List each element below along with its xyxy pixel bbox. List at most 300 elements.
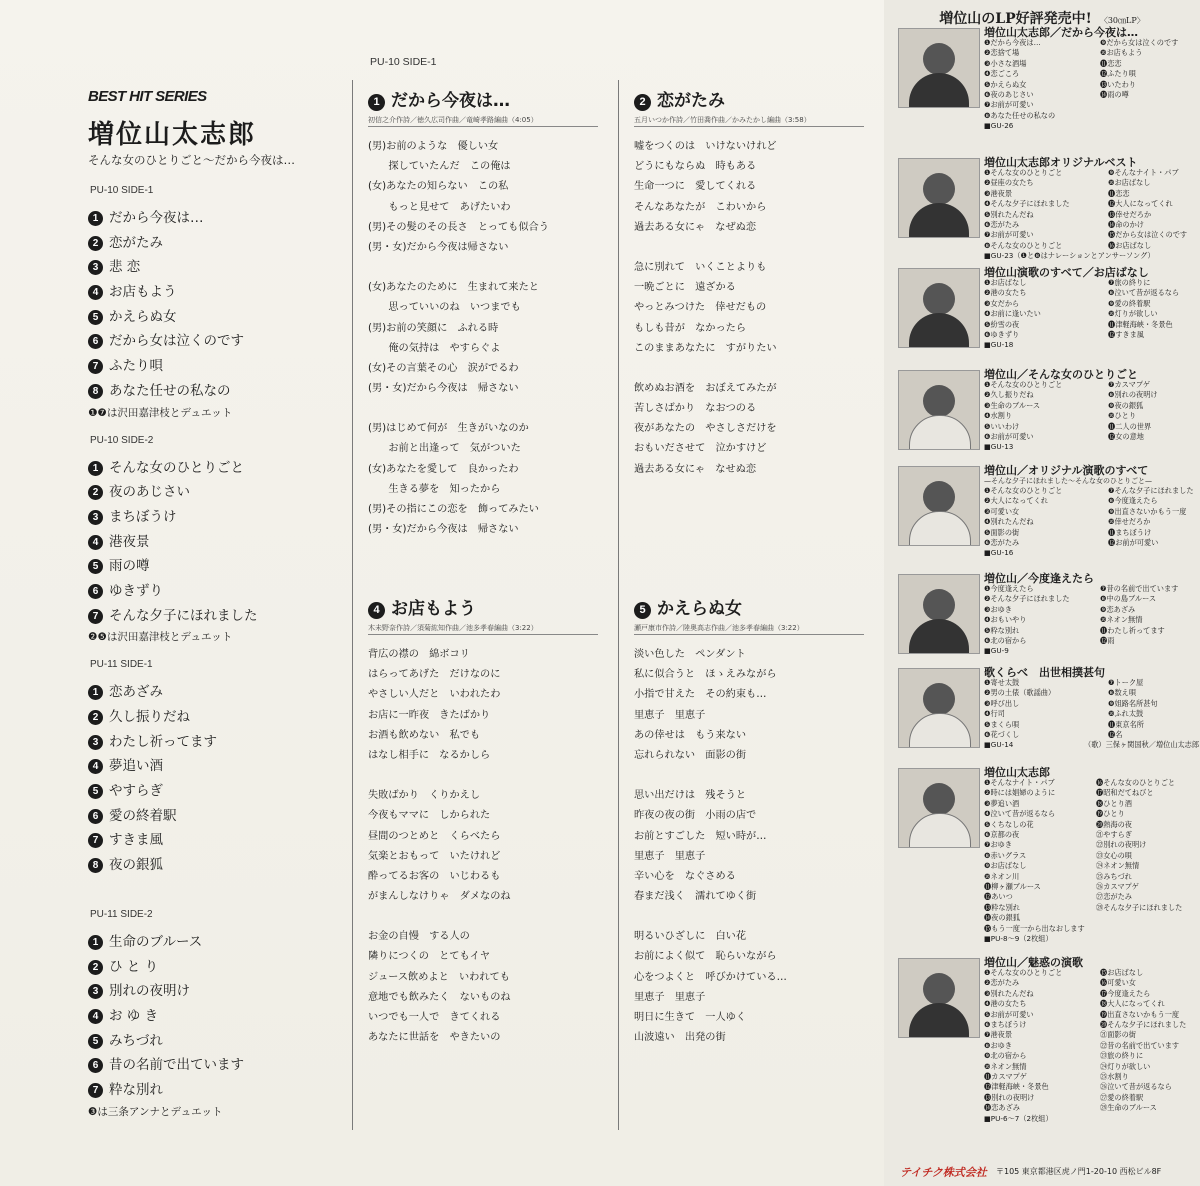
album-track: ❼お前が可愛い: [984, 230, 1034, 240]
lyric-line: 失敗ばかり くりかえし: [368, 790, 481, 802]
album-track: ❸女だから: [984, 298, 1020, 308]
side-heading: PU-10 SIDE-1: [90, 185, 154, 196]
album-track: ❼お前が可愛い: [984, 100, 1034, 110]
lyric-line: 嘘をつくのは いけないけれど: [634, 141, 777, 152]
tracklist: [88, 184, 338, 1133]
album-jacket-image: [898, 370, 980, 450]
lyric-line: 隣りにつくの とてもイヤ: [368, 951, 491, 963]
lyric-line: 探していたんだ この俺は: [368, 161, 511, 173]
album-catalog-number: ■GU-18: [984, 340, 1014, 350]
album-tracks-col: [984, 380, 1062, 442]
album-tracks-col: [984, 584, 1070, 646]
lyric-line: (女)あなたを愛して 良かったわ: [368, 463, 519, 475]
album-track: ❽赤いグラス: [984, 850, 1027, 860]
lyric-line: (女)その言葉その心 涙がでるわ: [368, 362, 519, 374]
track-item: [88, 779, 338, 804]
album-track: ❺面影の街: [984, 527, 1020, 537]
panel-size-note: 〈30㎝LP〉: [1099, 16, 1145, 25]
album-track: ⓳ひとり: [1096, 809, 1125, 819]
lyric-line: 明るいひざしに 白い花: [634, 931, 747, 943]
track-number-badge: 1: [88, 935, 103, 950]
album-track: ⓴熱海の夜: [1096, 819, 1132, 829]
track-number-badge: 5: [88, 559, 103, 574]
track-title: すきま風: [109, 832, 163, 849]
track-number-badge: 2: [88, 710, 103, 725]
album-track: ⓮夜の銀狐: [984, 913, 1020, 923]
album-catalog-number: ■GU-14: [984, 740, 1014, 750]
lyric-block: [368, 88, 598, 540]
album-track: ❻京都の夜: [984, 830, 1020, 840]
stanza-gap: [634, 766, 864, 786]
duet-note: ❸は三条アンナとデュエット: [88, 1105, 223, 1118]
album-tracks-col: [984, 168, 1070, 251]
track-number-badge: 7: [88, 833, 103, 848]
album-track: ❸可愛い女: [984, 506, 1020, 516]
lyric-line: (男)お前のような 優しい女: [368, 141, 499, 152]
track-title: ふたり唄: [109, 358, 163, 375]
album-track: ㉒昔の名前で出ています: [1100, 1040, 1180, 1050]
album-track: ⓭いたわり: [1100, 79, 1136, 89]
track-number-badge: 5: [88, 310, 103, 325]
album-track: ❻ゆきずり: [984, 330, 1020, 340]
track-number-badge: 6: [88, 809, 103, 824]
album-catalog-number: ■PU-6〜7（2枚組）: [984, 1113, 1053, 1123]
album-track: ⓲ひとり酒: [1096, 798, 1132, 808]
album-track: ⓫恋恋: [1100, 58, 1122, 68]
album-title: 増位山太志郎オリジナルベスト: [984, 156, 1138, 169]
track-number-badge: 4: [88, 535, 103, 550]
album-track: ⓫柳ヶ瀬ブルース: [984, 882, 1041, 892]
track-number-badge: 2: [88, 485, 103, 500]
track-title: 生命のブルース: [109, 933, 203, 950]
track-item: [88, 1004, 338, 1029]
album-track: ㉖泣いて昔が返るなら: [1100, 1082, 1172, 1092]
track-number-badge: 1: [88, 461, 103, 476]
stanza-gap: [368, 907, 598, 927]
album-track: ❻北の宿から: [984, 636, 1027, 646]
track-item: [88, 231, 338, 256]
jacket-figure: [909, 619, 969, 654]
album-track: ❿ひとり: [1108, 411, 1137, 421]
lyric-line: 気楽とおもって いたけれど: [368, 850, 501, 862]
album-catalog-number: ■PU-8〜9（2枚組）: [984, 934, 1053, 943]
track-title: 夜のあじさい: [109, 484, 190, 501]
album-track: ❼そんな夕子にほれました: [1108, 486, 1194, 495]
jacket-figure: [909, 313, 969, 348]
lyric-line: 昨夜の夜の街 小雨の店で: [634, 810, 757, 822]
track-title: お ゆ き: [109, 1007, 159, 1024]
song-title-text: 恋がたみ: [657, 91, 725, 111]
track-title: あなた任せの私なの: [109, 382, 231, 399]
jacket-portrait: [923, 481, 955, 513]
jacket-figure: [909, 511, 971, 546]
song-title-text: お店もよう: [391, 599, 476, 619]
track-number-badge: 7: [88, 1083, 103, 1098]
track-item: [88, 680, 338, 705]
album-track: ❾愛の終着駅: [1108, 298, 1151, 308]
label-logo: テイチク株式会社: [900, 1167, 987, 1179]
track-number-badge: 4: [88, 1009, 103, 1024]
album-track: ❺別れたんだね: [984, 209, 1034, 219]
album-subtitle: —そんな夕子にほれました〜そんな女のひとりごと—: [984, 477, 1152, 485]
album-track: ❿倖せだろか: [1108, 517, 1151, 527]
album-track: ❶そんな女のひとりごと: [984, 380, 1063, 389]
album-track: ❼カスマプゲ: [1108, 380, 1151, 389]
album-track: ❺かえらぬ女: [984, 79, 1027, 89]
lyric-line: 過去ある女にゃ なせぬ恋: [634, 463, 757, 475]
lyric-line: おもいださせて 泣かすけど: [634, 443, 767, 455]
album-track: ❶そんなナイト・パブ: [984, 778, 1055, 787]
track-item: [88, 456, 338, 481]
lyric-line: どうにもならぬ 時もある: [634, 161, 757, 173]
duet-note: ❷❺は沢田嘉津枝とデュエット: [88, 631, 233, 644]
track-item: [88, 206, 338, 231]
track-number-badge: 6: [88, 584, 103, 599]
track-number-badge: 2: [88, 960, 103, 975]
album-track: ⓰そんな女のひとりごと: [1096, 778, 1176, 787]
track-title: 昔の名前で出ています: [109, 1057, 244, 1074]
album-tracks-col: [984, 486, 1062, 548]
lyric-line: 山波遠い 出発の街: [634, 1032, 726, 1044]
album-tracks-col: [1108, 486, 1194, 548]
album-track: ❻恋がたみ: [984, 538, 1020, 548]
album-tracks-col: [1100, 584, 1178, 646]
track-number-badge: 4: [88, 759, 103, 774]
album-track: ❺いいわけ: [984, 421, 1020, 431]
panel-heading-text: 増位山のLP好評発売中!: [939, 11, 1092, 27]
jacket-figure: [909, 713, 971, 748]
track-number-badge: 5: [88, 784, 103, 799]
lyric-line: 春まだ浅く 濡れてゆく街: [634, 891, 757, 903]
jacket-figure: [909, 203, 969, 238]
album-track: ⓬名: [1108, 730, 1123, 740]
album-tracks-col: [984, 38, 1055, 121]
lyric-line: (男)その指にこの恋を 飾ってみたい: [368, 504, 539, 515]
lyrics-side-label: PU-10 SIDE-1: [370, 56, 437, 68]
album-jacket-image: [898, 268, 980, 348]
album-track: ❷そんな夕子にほれました: [984, 594, 1070, 604]
jacket-portrait: [923, 683, 955, 715]
album-track: ❸生命のブルース: [984, 400, 1041, 410]
album-track: ㉕水割り: [1100, 1072, 1129, 1082]
track-title: 恋がたみ: [109, 234, 163, 251]
album-track: ❺紛雪の夜: [984, 319, 1020, 329]
album-track: ⓬雨: [1100, 636, 1115, 646]
album-track: ❺くちなしの花: [984, 819, 1034, 829]
album-track: ❶そんな女のひとりごと: [984, 168, 1063, 177]
lyric-line: 里恵子 里恵子: [634, 850, 706, 862]
album-track: ㉑面影の街: [1100, 1030, 1136, 1040]
album-track: ⓬大人になってくれ: [1108, 199, 1173, 209]
lyric-line: 生命一つに 愛してくれる: [634, 181, 757, 193]
album-jacket-image: [898, 28, 980, 108]
album-track: ⓯お店ばなし: [1100, 968, 1144, 977]
lyric-line: (男)はじめて何が 生きがいなのか: [368, 423, 529, 435]
duet-note: ❶❼は沢田嘉津枝とデュエット: [88, 406, 233, 419]
column-divider: [352, 80, 353, 1130]
album-title: 増位山／今度逢えたら: [984, 572, 1094, 585]
album-tracks-col: [1100, 38, 1178, 100]
track-item: [88, 828, 338, 853]
album-track: ❷恋がたみ: [984, 978, 1020, 988]
track-title: ひ と り: [109, 958, 159, 975]
album-track: ❶寄せ太鼓: [984, 678, 1020, 687]
side-heading: PU-11 SIDE-2: [90, 908, 153, 920]
song-credit: 木未野奈作詩／須菊紘知作曲／池多孝春編曲（3:22）: [368, 622, 598, 635]
album-track: ⓮雨の噂: [1100, 90, 1129, 100]
album-track: ❸港夜景: [984, 188, 1013, 198]
album-track: ❶だから今夜は…: [984, 38, 1041, 47]
album-track: ❿ネオン無情: [1100, 615, 1143, 625]
song-title: [368, 88, 598, 114]
stanza-gap: [368, 766, 598, 786]
album-track: ㉔ネオン無情: [1096, 861, 1140, 871]
album-catalog-number: ■GU-23（❶と❽はナレーションとアンサーソング）: [984, 251, 1155, 261]
track-number-badge: 2: [88, 236, 103, 251]
lyric-line: やっとみつけた 倖せだもの: [634, 302, 767, 314]
stanza-gap: [634, 359, 864, 379]
album-track: ⓯だから女は泣くのです: [1108, 230, 1188, 240]
album-track: ❿灯りが欲しい: [1108, 309, 1158, 319]
track-number-badge: 3: [88, 735, 103, 750]
track-item: [88, 853, 338, 878]
album-track: ❸小さな酒場: [984, 58, 1027, 68]
song-title-text: だから今夜は…: [391, 91, 510, 111]
track-number-badge: 6: [88, 334, 103, 349]
album-track: ⓬あいつ: [984, 892, 1013, 902]
album-track: ❽おゆき: [984, 1040, 1013, 1050]
stanza-gap: [634, 907, 864, 927]
jacket-figure: [909, 415, 971, 450]
track-title: 久し振りだね: [109, 709, 190, 725]
album-track: ❿ネオン川: [984, 871, 1020, 881]
album-tracks-col: [1100, 968, 1186, 1114]
lyric-line: お金の自慢 する人の: [368, 931, 470, 943]
album-track: ⓯もう一度一から出なおします: [984, 923, 1085, 933]
album-track: ❸おゆき: [984, 604, 1013, 614]
track-item: [88, 280, 338, 305]
album-track: ❹別れたんだね: [984, 517, 1034, 527]
side-heading: PU-11 SIDE-1: [90, 659, 153, 671]
album-track: ❽今度逢えたら: [1108, 496, 1158, 506]
album-track: ❷恋捨て場: [984, 48, 1020, 58]
album-track: ㉕みちづれ: [1096, 871, 1132, 881]
lyric-line: 酔ってるお客の いじわるも: [368, 870, 501, 882]
song-title: [634, 88, 864, 114]
album-track: ㉓女心の唄: [1096, 850, 1132, 860]
lyric-line: はらってあげた だけなのに: [368, 669, 501, 681]
lyric-line: はなし相手に なるかしら: [368, 749, 491, 761]
lyric-line: (男)お前の笑顔に ふれる時: [368, 322, 499, 334]
song-credit: 初信之介作詩／徳久広司作曲／竜崎孝路編曲（4:05）: [368, 114, 598, 127]
track-title: みちづれ: [109, 1032, 163, 1049]
track-number-badge: 7: [88, 359, 103, 374]
track-item: [88, 804, 338, 829]
album-track: ❾北の宿から: [984, 1051, 1027, 1061]
album-track: ❹行司: [984, 709, 1005, 719]
album-track: ⓫カスマプゲ: [984, 1072, 1027, 1082]
lyric-line: (男・女)だから今夜は 帰さない: [368, 383, 519, 395]
track-number-badge: 8: [88, 384, 103, 399]
album-track: ❷時には娼婦のように: [984, 788, 1056, 798]
album-track: ❻まちぼうけ: [984, 1020, 1027, 1030]
lyric-line: (男)その髪のその長さ とっても似合う: [368, 221, 549, 233]
track-title: 悲 恋: [109, 259, 141, 276]
track-title: 雨の噂: [109, 558, 150, 575]
album-track: ⓫恋恋: [1108, 188, 1130, 198]
album-track: ❺まくら唄: [984, 719, 1020, 729]
album-track: ❿お店ばなし: [1108, 178, 1151, 188]
lyric-line: そんなあなたが こわいから: [634, 201, 767, 213]
album-track: ⓲大人になってくれ: [1100, 999, 1165, 1009]
album-track: ㉘生命のブルース: [1100, 1103, 1157, 1113]
lyric-line: お店に一昨夜 きたばかり: [368, 709, 491, 721]
song-credit: 瀬戸康市作詩／陸奥高志作曲／池多孝春編曲（3:22）: [634, 622, 864, 635]
track-title: かえらぬ女: [109, 308, 177, 325]
lyric-line: 夜があなたの やさしさだけを: [634, 423, 777, 435]
album-track: ❾お店ばなし: [984, 861, 1027, 871]
jacket-portrait: [923, 589, 955, 621]
track-item: [88, 379, 338, 404]
artist-name: 増位山太志郎: [88, 120, 257, 150]
lyric-line: 思い出だけは 残そうと: [634, 790, 747, 802]
album-track: ❺粋な別れ: [984, 625, 1020, 635]
album-track: ❽中の島ブルース: [1100, 594, 1157, 604]
album-title: 増位山太志郎／だから今夜は…: [984, 26, 1138, 39]
album-title: 増位山演歌のすべて／お店ばなし: [984, 266, 1149, 279]
lyric-line: やさしい人だと いわれたわ: [368, 689, 501, 701]
album-track: ㉗恋がたみ: [1096, 892, 1132, 902]
song-title: [368, 596, 598, 622]
track-title: ゆきずり: [109, 582, 163, 599]
lyric-line: お前によく似て 恥らいながら: [634, 951, 777, 963]
duet-note: [88, 878, 338, 898]
album-tracks-col: [1108, 678, 1158, 740]
jacket-portrait: [923, 173, 955, 205]
lyric-line: 辛い心を なぐさめる: [634, 870, 736, 882]
song-title: [634, 596, 864, 622]
album-track: ⓬女の意地: [1108, 432, 1144, 442]
track-number-badge: 3: [88, 510, 103, 525]
lyric-line: 小指で甘えた その約束も…: [634, 689, 767, 701]
jacket-figure: [909, 1003, 969, 1038]
album-track: ⓫東京名所: [1108, 719, 1144, 729]
series-brand: BEST HIT SERIES: [88, 88, 207, 105]
album-track: ❽別れの夜明け: [1108, 390, 1158, 400]
album-catalog-number: ■GU-26: [984, 121, 1014, 131]
album-catalog-number: ■GU-13: [984, 442, 1014, 452]
album-track: ⓫わたし祈ってます: [1100, 625, 1165, 635]
column-divider: [618, 80, 619, 1130]
jacket-portrait: [923, 783, 955, 815]
label-address: 〒105 東京都港区虎ノ門1-20-10 西松ビル8F: [996, 1167, 1162, 1176]
track-title: 恋あざみ: [109, 684, 163, 701]
song-number-badge: 4: [368, 602, 385, 619]
lyric-line: お酒も飲めない 私でも: [368, 729, 481, 741]
album-title: 増位山／オリジナル演歌のすべて: [984, 464, 1149, 477]
track-title: 夢追い酒: [109, 758, 163, 775]
lyric-line: 俺の気持は やすらぐよ: [368, 342, 501, 354]
track-item: [88, 329, 338, 354]
lyric-line: 昼間のつとめと くらべたら: [368, 830, 501, 842]
album-tracks-col: [984, 968, 1062, 1114]
lyric-line: あの倖せは もう来ない: [634, 729, 747, 741]
album-track: ㉖カスマプゲ: [1096, 882, 1139, 892]
album-track: ⓴そんな夕子にほれました: [1100, 1020, 1187, 1030]
track-item: [88, 305, 338, 330]
album-track: ❼昔の名前で出ています: [1100, 584, 1179, 593]
album-track: ❷大人になってくれ: [984, 496, 1048, 506]
track-title: だから女は泣くのです: [109, 333, 244, 350]
lyric-line: (男・女)だから今夜は帰さない: [368, 241, 509, 253]
lyric-line: 苦しさばかり なおつのる: [634, 403, 757, 415]
album-tracks-col: [1096, 778, 1182, 913]
album-track: ❹恋ごころ: [984, 69, 1020, 79]
album-track: ❾出直さないかもう一度: [1108, 506, 1187, 516]
jacket-portrait: [923, 973, 955, 1005]
album-track: ㉑やすらぎ: [1096, 830, 1132, 840]
lyric-line: (女)あなたのために 生まれて来たと: [368, 282, 539, 294]
album-track: ❻恋がたみ: [984, 220, 1020, 230]
lyric-line: 心をつよくと 呼びかけている…: [634, 971, 787, 983]
album-track: ⓰可愛い女: [1100, 978, 1136, 988]
album-catalog-number: ■GU-9: [984, 646, 1009, 656]
album-track: ㉘そんな夕子にほれました: [1096, 902, 1183, 912]
album-track: ❿ふれ太鼓: [1108, 709, 1144, 719]
track-item: [88, 1053, 338, 1078]
album-track: ❹水割り: [984, 411, 1013, 421]
album-track: ❹おもいやり: [984, 615, 1027, 625]
lyric-line: 忘れられない 面影の街: [634, 749, 747, 761]
track-number-badge: 3: [88, 984, 103, 999]
lyric-line: 急に別れて いくことよりも: [634, 261, 767, 273]
track-title: 粋な別れ: [109, 1081, 163, 1098]
lyric-line: 明日に生きて 一人ゆく: [634, 1012, 747, 1023]
lyric-line: お前と出逢って 気がついた: [368, 443, 521, 455]
lyric-line: 生きる夢を 知ったから: [368, 483, 501, 495]
track-title: 夜の銀狐: [109, 857, 163, 874]
album-jacket-image: [898, 768, 980, 848]
album-track: ⓮命のかけ: [1108, 220, 1144, 230]
track-number-badge: 1: [88, 685, 103, 700]
track-item: [88, 1078, 338, 1103]
album-track: ❾そんなナイト・パブ: [1108, 168, 1179, 177]
lyric-block: [368, 596, 598, 1048]
lyric-line: あなたに世話を やきたいの: [368, 1032, 501, 1044]
stanza-gap: [634, 238, 864, 258]
track-number-badge: 4: [88, 285, 103, 300]
album-track: ⓭倖せだろか: [1108, 209, 1152, 219]
album-track: ❻夜のあじさい: [984, 90, 1034, 100]
album-track: ❽泣いて昔が返るなら: [1108, 288, 1180, 298]
album-jacket-image: [898, 466, 980, 546]
album-track: ⓫二人の世界: [1108, 421, 1152, 431]
album-track: ❹そんな夕子にほれました: [984, 199, 1070, 209]
album-credit: （歌）三保ヶ関国秋／増位山太志郎: [1084, 740, 1200, 750]
album-track: ❷久し振りだね: [984, 390, 1034, 400]
album-track: ㉓旅の終りに: [1100, 1051, 1144, 1061]
lyric-line: 私に似合うと ほゝえみながら: [634, 669, 777, 681]
track-title: お店もよう: [109, 284, 177, 301]
lyric-line: 淡い色した ペンダント: [634, 649, 746, 660]
lyric-line: もしも昔が なかったら: [634, 322, 747, 334]
album-track: ❻花づくし: [984, 730, 1020, 740]
album-track: ❷港の女たち: [984, 288, 1027, 298]
song-number-badge: 2: [634, 94, 651, 111]
album-track: ❿お店もよう: [1100, 48, 1143, 58]
lyric-line: ジュース飲めよと いわれても: [368, 971, 510, 983]
album-track: ❼トーク屋: [1108, 678, 1144, 687]
